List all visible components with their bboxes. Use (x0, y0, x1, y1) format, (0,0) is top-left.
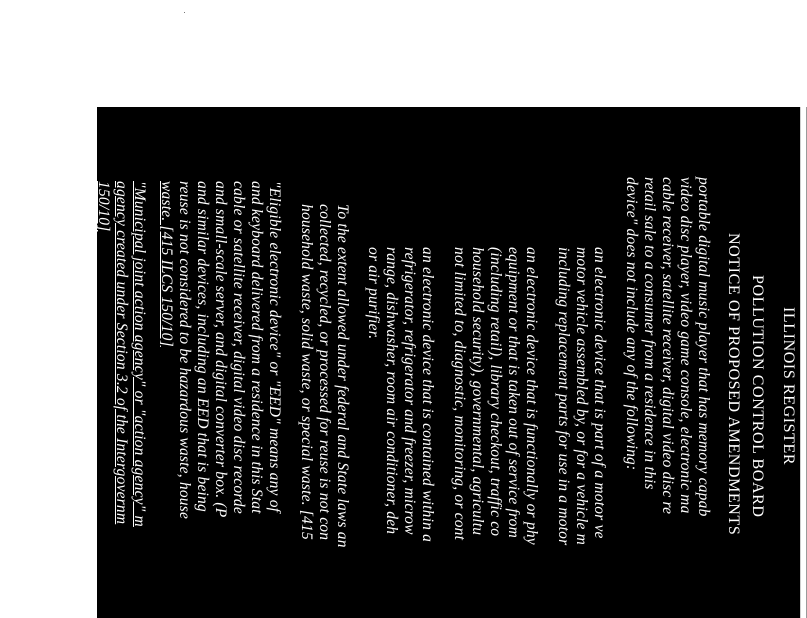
body-line-5: device" does not include any of the following: (623, 177, 640, 471)
body-line-18: To the extent allowed under federal and State laws an (334, 204, 351, 548)
body-line-26: reuse is not considered to be hazardous waste, house (176, 181, 193, 520)
body-line-27: waste. [415 ILCS 150/10] (158, 181, 175, 347)
body-line-8: including replacement parts for use in a motor (555, 247, 572, 546)
body-line-28: "Municipal joint action agency" or "action agency" m (131, 181, 148, 527)
body-line-17: or air purifier. (365, 247, 382, 340)
document-page (27, 107, 800, 618)
rotated-document-scan (27, 107, 800, 618)
body-line-16: range, dishwasher, room air conditioner, deh (383, 247, 400, 535)
body-line-25: and similar devices, including an EED that is being (194, 181, 211, 512)
scan-speck (184, 12, 185, 13)
body-line-30: 150/10] (95, 181, 112, 232)
body-line-32: 150/10] (53, 181, 70, 232)
body-line-2: video disc player, video game console, electronic ma (677, 177, 694, 514)
body-line-6: an electronic device that is part of a motor ve (591, 247, 608, 539)
body-line-23: cable or satellite receiver, digital video disc recorde (230, 181, 247, 514)
board-title: POLLUTION CONTROL BOARD (749, 275, 766, 518)
page-edge-line (800, 107, 801, 618)
body-line-1: portable digital music player that has memory capab (695, 177, 712, 517)
register-title: ILLINOIS REGISTER (780, 307, 797, 466)
body-line-19: collected, recycled, or processed for reuse is not con (316, 204, 333, 541)
body-line-3: cable receiver, satellite receiver, digital video disc re (659, 177, 676, 515)
body-line-7: motor vehicle assembled by, or for a vehicle m (573, 247, 590, 546)
body-line-29: agency created under Section 3.2 of the Intergovernm (113, 181, 130, 525)
notice-title: NOTICE OF PROPOSED AMENDMENTS (725, 233, 742, 536)
body-line-31: "Program year" means a calendar year. The first pr (71, 181, 88, 513)
body-line-9: an electronic device that is functionally or phy (523, 247, 540, 545)
body-line-24: and small-scale server, and digital converter box. (P (212, 181, 229, 518)
body-line-20: household waste, solid waste, or special waste. [415 (298, 204, 315, 540)
body-line-15: refrigerator, refrigerator and freezer, microw (401, 247, 418, 535)
source-line: (Source: Added at 36 Ill. Reg. ________, effective ___ (27, 181, 44, 533)
body-line-11: (including retail), library checkout, traffic co (487, 247, 504, 537)
body-line-4: retail sale to a consumer from a residence in this (641, 177, 658, 490)
body-line-22: and keyboard delivered from a residence in this Stat (248, 181, 265, 514)
body-line-12: household security), governmental, agricultu (469, 247, 486, 536)
body-line-10: equipment or that is taken out of service from (505, 247, 522, 539)
body-line-13: not limited to, diagnostic, monitoring, or cont (451, 247, 468, 541)
body-line-14: an electronic device that is contained within a (419, 247, 436, 543)
body-line-21: "Eligible electronic device" or "EED" means any of (266, 181, 283, 513)
